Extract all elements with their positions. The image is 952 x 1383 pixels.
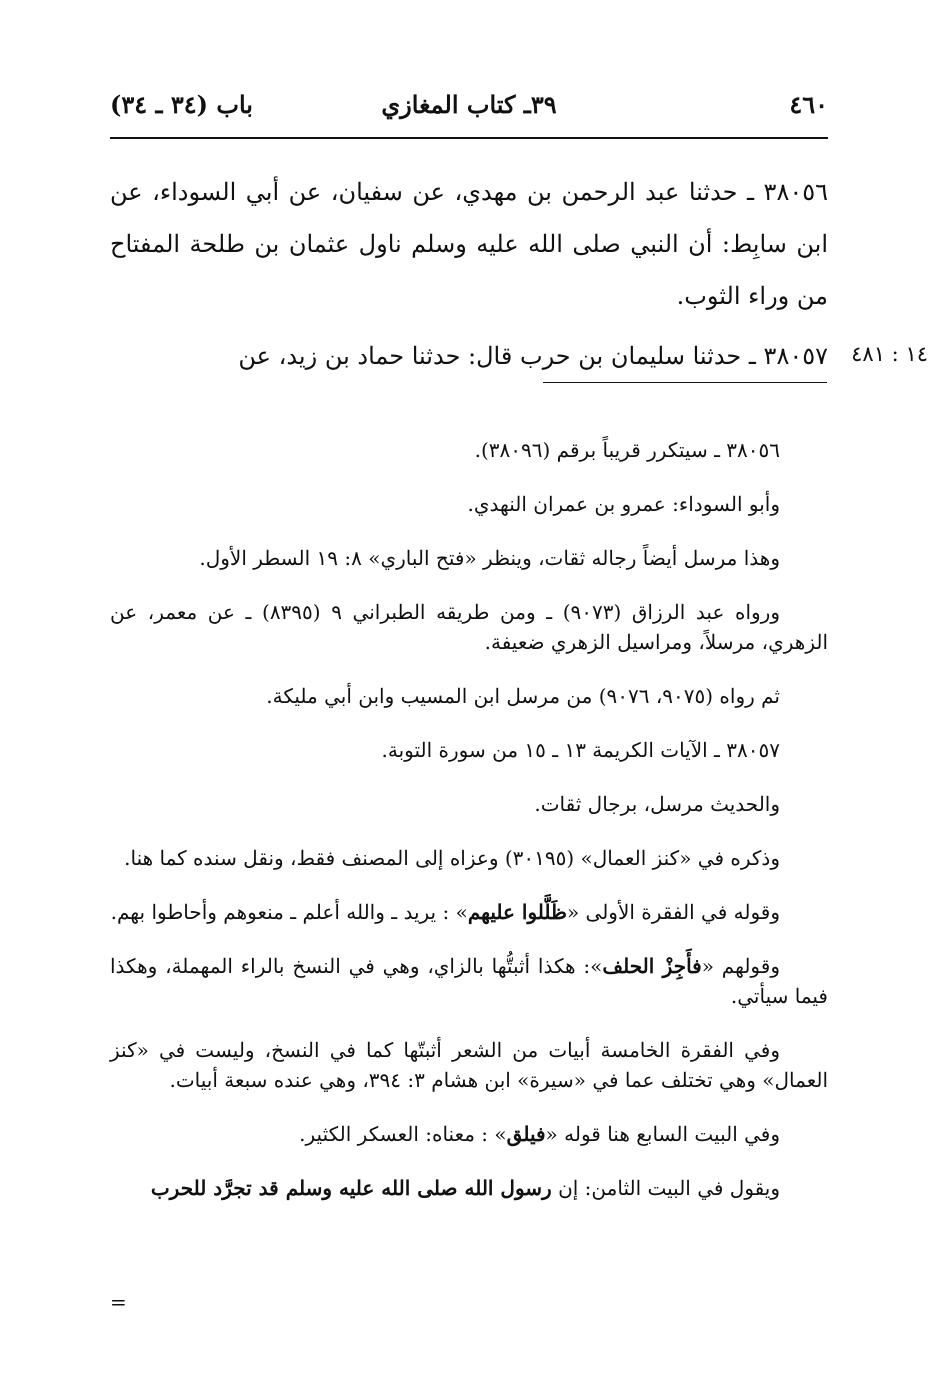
continuation-mark: =	[110, 1290, 127, 1314]
note-text: وقولهم «	[701, 954, 780, 978]
footnote-paragraph	[110, 897, 828, 927]
footnote-paragraph: والحديث مرسل، برجال ثقات.	[534, 792, 780, 816]
footnote-paragraph: ٣٨٠٥٦ ـ سيتكرر قريباً برقم (٣٨٠٩٦).	[474, 438, 780, 462]
page-header	[110, 90, 828, 130]
footnote-paragraph: وهذا مرسل أيضاً رجاله ثقات، وينظر «فتح الباري» ٨: ١٩ السطر الأول.	[199, 546, 780, 570]
footnote-paragraph: ثم رواه (٩٠٧٥، ٩٠٧٦) من مرسل ابن المسيب وابن أبي مليكة.	[266, 684, 780, 708]
note-text: » : يريد ـ والله أعلم ـ منعوهم وأحاطوا بهم.	[110, 900, 468, 924]
note-text: وقوله في الفقرة الأولى «	[566, 900, 780, 924]
footnote-paragraph	[110, 1119, 828, 1149]
hadith-38056: ٣٨٠٥٦ ـ حدثنا عبد الرحمن بن مهدي، عن سفيان، عن أبي السوداء، عن ابن سابِط: أن النبي صلى الله عليه وسلم ناول عثمان بن طلحة المفتاح من وراء الثوب.	[110, 178, 828, 310]
margin-reference: ١٤ : ٤٨١	[851, 342, 928, 366]
quoted-term: فأَجِزْ الحلف	[602, 954, 702, 978]
note-text: » : معناه: العسكر الكثير.	[299, 1122, 507, 1146]
book-title: ٣٩ـ كتاب المغازي	[381, 90, 557, 119]
quoted-term: ظَلَّلوا عليهم	[467, 900, 567, 924]
note-text: »: هكذا أثبتُّها بالزاي، وهي في النسخ بالراء المهملة، وهكذا فيما سيأتي.	[110, 954, 828, 1008]
footnote-paragraph: وأبو السوداء: عمرو بن عمران النهدي.	[467, 492, 780, 516]
quoted-term: رسول الله صلى الله عليه وسلم قد تجرَّد للحرب	[150, 1176, 552, 1200]
footnote-paragraph: ورواه عبد الرزاق (٩٠٧٣) ـ ومن طريقه الطبراني ٩ (٨٣٩٥) ـ عن معمر، عن الزهري، مرسلاً، ومراسيل الزهري ضعيفة.	[110, 600, 828, 654]
footnote-paragraph	[110, 951, 828, 1011]
note-text: وفي البيت السابع هنا قوله «	[545, 1122, 780, 1146]
footnote-paragraph: وذكره في «كنز العمال» (٣٠١٩٥) وعزاه إلى المصنف فقط، ونقل سنده كما هنا.	[124, 846, 780, 870]
hadith-38057: ٣٨٠٥٧ ـ حدثنا سليمان بن حرب قال: حدثنا حماد بن زيد، عن	[238, 342, 828, 370]
footnote-paragraph	[110, 1173, 828, 1203]
page-number: ٤٦٠	[789, 90, 828, 119]
footnote-paragraph: ٣٨٠٥٧ ـ الآيات الكريمة ١٣ ـ ١٥ من سورة التوبة.	[381, 738, 780, 762]
footnote-paragraph: وفي الفقرة الخامسة أبيات من الشعر أثبتّها كما في النسخ، وليست في «كنز العمال» وهي تختلف عما في «سيرة» ابن هشام ٣: ٣٩٤، وهي عنده سبعة أبيات.	[110, 1038, 828, 1092]
quoted-term: فيلق	[506, 1122, 546, 1146]
footnotes	[110, 435, 828, 1227]
header-divider	[110, 137, 828, 139]
footnote-divider	[543, 382, 827, 383]
note-text: ويقول في البيت الثامن: إن	[551, 1176, 780, 1200]
chapter-reference: باب (٣٤ ـ ٣٤)	[110, 90, 253, 119]
